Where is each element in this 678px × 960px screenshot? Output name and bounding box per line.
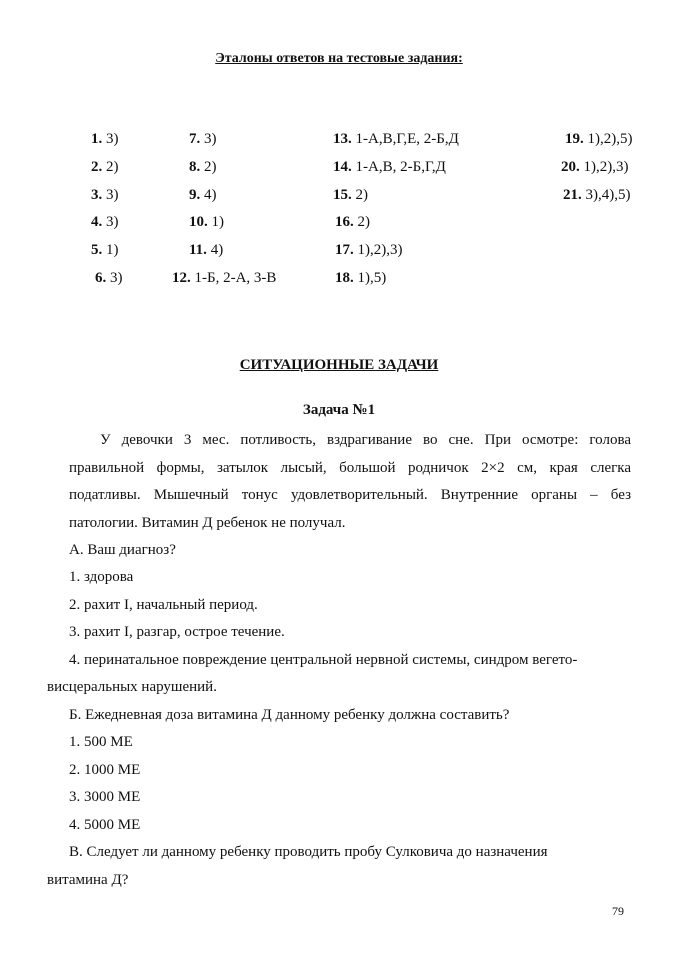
- option-a-4: 4. перинатальное повреждение центральной нервной системы, синдром вегето-: [69, 652, 578, 668]
- answer-item: 2. 2): [91, 159, 119, 175]
- task-text-line: У девочки 3 мес. потливость, вздрагивание во сне. При осмотре: голова: [100, 432, 631, 448]
- option-b-3: 3. 3000 МЕ: [69, 789, 141, 805]
- task-text-line: правильной формы, затылок лысый, большой родничок 2×2 см, края слегка: [69, 459, 631, 476]
- answer-item: 7. 3): [189, 131, 217, 147]
- answer-item: 12. 1-Б, 2-А, 3-В: [172, 270, 277, 286]
- answer-item: 10. 1): [189, 214, 224, 230]
- answer-item: 21. 3),4),5): [563, 187, 631, 203]
- section-title: СИТУАЦИОННЫЕ ЗАДАЧИ: [239, 357, 439, 373]
- option-a-1: 1. здорова: [69, 569, 134, 585]
- option-a-4-continued: висцеральных нарушений.: [47, 679, 217, 695]
- task-text-line: податливы. Мышечный тонус удовлетворительный. Внутренние органы – без: [69, 487, 631, 503]
- task-text: [69, 427, 631, 537]
- answer-item: 6. 3): [95, 270, 123, 286]
- answer-item: 4. 3): [91, 214, 119, 230]
- question-a: А. Ваш диагноз?: [69, 542, 176, 558]
- answer-item: 18. 1),5): [335, 270, 387, 286]
- answer-item: 1. 3): [91, 131, 119, 147]
- option-a-3: 3. рахит I, разгар, острое течение.: [69, 624, 285, 640]
- answer-item: 13. 1-А,В,Г,Е, 2-Б,Д: [333, 131, 459, 147]
- answer-item: 14. 1-А,В, 2-Б,Г,Д: [333, 159, 446, 175]
- question-c-continued: витамина Д?: [47, 872, 129, 888]
- answer-item: 20. 1),2),3): [561, 159, 629, 175]
- question-c: В. Следует ли данному ребенку проводить пробу Сулковича до назначения: [69, 844, 548, 860]
- answer-item: 5. 1): [91, 242, 119, 258]
- answer-item: 16. 2): [335, 214, 370, 230]
- task-text-line: патологии. Витамин Д ребенок не получал.: [69, 514, 346, 531]
- answer-item: 15. 2): [333, 187, 368, 203]
- question-b: Б. Ежедневная доза витамина Д данному ребенку должна составить?: [69, 707, 510, 723]
- answer-item: 3. 3): [91, 187, 119, 203]
- task-title: Задача №1: [302, 402, 376, 418]
- answer-item: 11. 4): [189, 242, 224, 258]
- option-b-1: 1. 500 МЕ: [69, 734, 133, 750]
- option-b-4: 4. 5000 МЕ: [69, 817, 141, 833]
- option-b-2: 2. 1000 МЕ: [69, 762, 141, 778]
- answer-item: 19. 1),2),5): [565, 131, 633, 147]
- answers-title: Эталоны ответов на тестовые задания:: [215, 51, 463, 66]
- answer-item: 9. 4): [189, 187, 217, 203]
- answer-item: 8. 2): [189, 159, 217, 175]
- option-a-2: 2. рахит I, начальный период.: [69, 597, 258, 613]
- answer-item: 17. 1),2),3): [335, 242, 403, 258]
- page-number: 79: [612, 904, 624, 918]
